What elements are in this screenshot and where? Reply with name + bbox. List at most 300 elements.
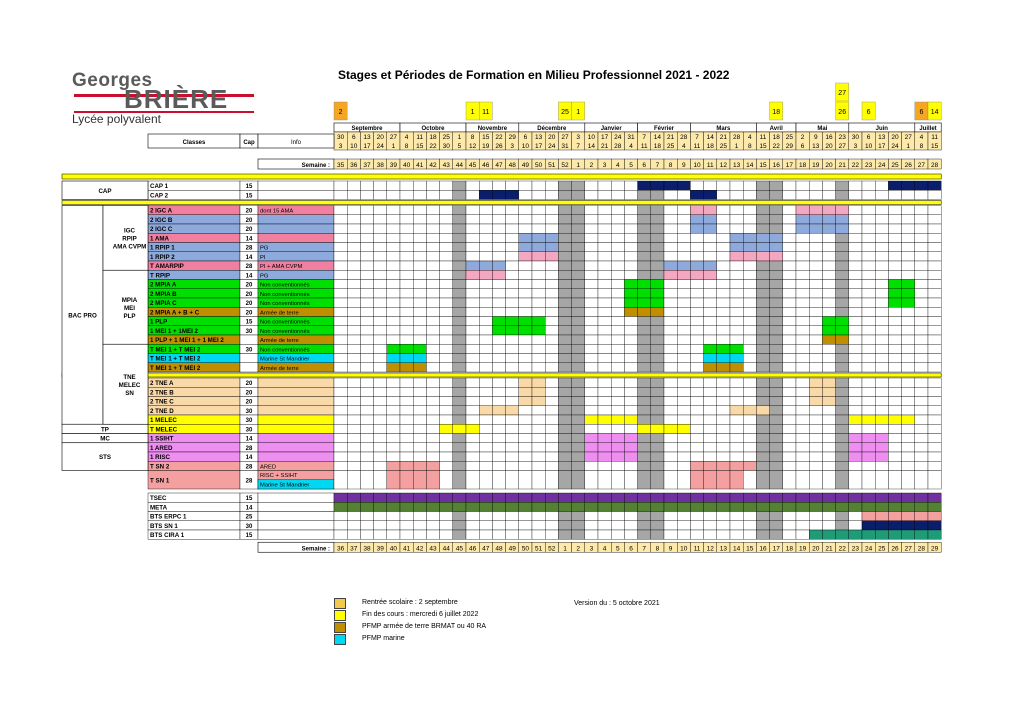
week-cell [532, 298, 545, 307]
week-cell [664, 298, 677, 307]
week-cell [888, 354, 901, 363]
week-cell [849, 270, 862, 279]
week-cell [730, 335, 743, 344]
week-cell [875, 215, 888, 224]
week-cell [479, 252, 492, 261]
week-cell [598, 443, 611, 452]
week-cell [360, 326, 373, 335]
week-cell [532, 452, 545, 461]
week-cell [426, 363, 439, 372]
week-cell [756, 252, 769, 261]
week-cell [334, 424, 347, 433]
week-cell [836, 406, 849, 415]
week-cell [743, 387, 756, 396]
week-cell [783, 335, 796, 344]
week-cell [849, 443, 862, 452]
week-cell [413, 233, 426, 242]
week-cell [558, 181, 571, 190]
week-cell [756, 344, 769, 353]
week-cell [809, 317, 822, 326]
week-cell [717, 415, 730, 424]
week-cell [479, 530, 492, 539]
week-cell [677, 521, 690, 530]
week-cell [532, 471, 545, 490]
week-cell [492, 270, 505, 279]
week-cell [453, 190, 466, 199]
week-cell [413, 387, 426, 396]
week-cell [466, 354, 479, 363]
week-cell [862, 233, 875, 242]
week-cell [862, 387, 875, 396]
week-cell [928, 387, 941, 396]
week-cell [690, 344, 703, 353]
week-cell [796, 224, 809, 233]
week-cell [466, 215, 479, 224]
week-cell [479, 224, 492, 233]
week-cell [572, 243, 585, 252]
week-cell [717, 317, 730, 326]
class-name: 2 TNE B [150, 389, 174, 397]
week-cell [585, 387, 598, 396]
week-cell [572, 363, 585, 372]
week-cell [374, 317, 387, 326]
week-cell [334, 461, 347, 470]
legend-text: PFMP marine [362, 635, 405, 642]
week-cell [492, 415, 505, 424]
week-cell [849, 289, 862, 298]
week-cell [519, 243, 532, 252]
week-cell [717, 298, 730, 307]
week-cell [862, 434, 875, 443]
week-cell [585, 344, 598, 353]
info-text: PG [260, 273, 269, 280]
week-bottom-number: 5 [615, 545, 620, 553]
week-cell [651, 326, 664, 335]
week-cell [928, 493, 941, 502]
week-cell [888, 493, 901, 502]
week-cell [756, 280, 769, 289]
month-label: Novembre [477, 126, 508, 132]
week-cell [704, 233, 717, 242]
week-cell [624, 270, 637, 279]
week-cell [902, 502, 915, 511]
week-cell [413, 354, 426, 363]
week-cell [862, 415, 875, 424]
cap-value: 28 [245, 264, 253, 271]
week-cell [743, 502, 756, 511]
week-cell [743, 406, 756, 415]
week-cell [347, 415, 360, 424]
week-cell [875, 434, 888, 443]
week-number: 15 [759, 162, 767, 169]
week-cell [809, 415, 822, 424]
week-cell [862, 406, 875, 415]
week-cell [915, 233, 928, 242]
week-cell [453, 326, 466, 335]
week-cell [598, 530, 611, 539]
week-cell [479, 452, 492, 461]
week-cell [506, 252, 519, 261]
week-cell [875, 206, 888, 215]
class-name: T AMARPIP [150, 263, 184, 271]
week-cell [558, 530, 571, 539]
week-cell [730, 415, 743, 424]
day-label-top: 28 [680, 134, 688, 141]
week-cell [730, 280, 743, 289]
week-cell [506, 512, 519, 521]
week-cell [704, 280, 717, 289]
week-cell [888, 415, 901, 424]
week-cell [347, 512, 360, 521]
top-mark-label: 6 [919, 109, 924, 116]
week-cell [862, 512, 875, 521]
week-cell [704, 387, 717, 396]
day-label-bottom: 19 [482, 143, 490, 150]
week-cell [717, 387, 730, 396]
week-cell [466, 289, 479, 298]
week-number: 36 [350, 162, 358, 169]
week-bottom-number: 8 [655, 545, 660, 553]
week-cell [598, 502, 611, 511]
week-cell [743, 261, 756, 270]
subgroup-label: MEI [123, 304, 136, 312]
week-cell [756, 406, 769, 415]
week-cell [479, 233, 492, 242]
week-cell [400, 206, 413, 215]
week-cell [796, 397, 809, 406]
week-cell [440, 243, 453, 252]
week-cell [862, 243, 875, 252]
week-cell [453, 452, 466, 461]
week-number: 14 [746, 162, 754, 169]
week-cell [783, 270, 796, 279]
week-cell [730, 521, 743, 530]
week-cell [426, 224, 439, 233]
week-number: 51 [548, 162, 556, 169]
week-cell [664, 461, 677, 470]
week-number: 40 [402, 162, 411, 169]
week-cell [624, 335, 637, 344]
week-cell [902, 443, 915, 452]
week-cell [915, 206, 928, 215]
week-cell [558, 378, 571, 387]
week-cell [400, 181, 413, 190]
week-cell [690, 224, 703, 233]
week-cell [888, 215, 901, 224]
class-name: BTS SN 1 [150, 522, 178, 530]
week-cell [558, 233, 571, 242]
week-cell [479, 378, 492, 387]
week-cell [558, 461, 571, 470]
week-cell [915, 243, 928, 252]
week-cell [585, 521, 598, 530]
cap-value: 28 [245, 478, 253, 485]
week-cell [506, 354, 519, 363]
week-cell [426, 493, 439, 502]
week-cell [611, 224, 624, 233]
week-cell [479, 354, 492, 363]
week-cell [822, 530, 835, 539]
week-number: 41 [416, 162, 424, 169]
week-cell [638, 452, 651, 461]
week-cell [809, 530, 822, 539]
month-label: Avril [769, 126, 783, 132]
week-cell [532, 502, 545, 511]
week-cell [479, 471, 492, 490]
week-cell [413, 424, 426, 433]
week-cell [466, 397, 479, 406]
week-cell [783, 521, 796, 530]
week-cell [413, 252, 426, 261]
cap-value: 14 [245, 455, 253, 462]
week-cell [492, 224, 505, 233]
week-cell [598, 181, 611, 190]
week-cell [585, 233, 598, 242]
week-cell [796, 434, 809, 443]
week-cell [743, 326, 756, 335]
week-cell [387, 406, 400, 415]
info-cell [258, 215, 334, 224]
week-cell [532, 326, 545, 335]
day-label-bottom: 31 [561, 143, 569, 150]
week-cell [492, 181, 505, 190]
week-cell [836, 280, 849, 289]
week-cell [915, 424, 928, 433]
week-cell [730, 181, 743, 190]
week-cell [743, 512, 756, 521]
week-cell [347, 406, 360, 415]
week-cell [664, 289, 677, 298]
week-cell [822, 471, 835, 490]
week-cell [730, 243, 743, 252]
week-cell [796, 326, 809, 335]
week-cell [664, 397, 677, 406]
week-cell [585, 261, 598, 270]
week-cell [387, 298, 400, 307]
day-label-bottom: 4 [681, 143, 686, 150]
week-number: 3 [602, 162, 607, 169]
week-cell [664, 261, 677, 270]
week-cell [479, 289, 492, 298]
week-cell [413, 181, 426, 190]
week-cell [334, 206, 347, 215]
week-cell [915, 502, 928, 511]
week-cell [572, 424, 585, 433]
week-bottom-number: 47 [482, 545, 490, 553]
week-cell [492, 206, 505, 215]
week-cell [558, 415, 571, 424]
week-cell [558, 493, 571, 502]
week-cell [453, 252, 466, 261]
week-cell [532, 224, 545, 233]
week-cell [479, 406, 492, 415]
week-cell [875, 443, 888, 452]
info-text: RISC + SSIHT [260, 473, 298, 479]
week-bottom-number: 37 [350, 545, 358, 553]
week-cell [717, 521, 730, 530]
week-cell [915, 415, 928, 424]
week-cell [611, 502, 624, 511]
week-cell [743, 530, 756, 539]
week-cell [413, 530, 426, 539]
week-cell [413, 443, 426, 452]
info-cell [258, 512, 334, 521]
week-cell [902, 452, 915, 461]
week-cell [638, 224, 651, 233]
week-cell [770, 243, 783, 252]
week-cell [360, 502, 373, 511]
week-cell [426, 335, 439, 344]
logo-line-1: Georges [72, 70, 153, 91]
week-cell [347, 190, 360, 199]
week-cell [374, 261, 387, 270]
week-cell [519, 190, 532, 199]
week-cell [426, 461, 439, 470]
week-cell [347, 354, 360, 363]
week-cell [651, 190, 664, 199]
class-name: 1 SSIHT [150, 435, 174, 443]
day-label-top: 20 [891, 134, 899, 141]
day-label-bottom: 29 [785, 143, 794, 150]
week-cell [426, 378, 439, 387]
week-cell [690, 424, 703, 433]
week-cell [453, 434, 466, 443]
week-cell [928, 406, 941, 415]
week-cell [453, 206, 466, 215]
info-text: Non conventionnés [260, 347, 310, 354]
week-cell [492, 215, 505, 224]
week-cell [862, 471, 875, 490]
week-cell [756, 461, 769, 470]
week-cell [638, 206, 651, 215]
week-cell [651, 335, 664, 344]
week-cell [611, 289, 624, 298]
week-cell [756, 443, 769, 452]
week-cell [849, 181, 862, 190]
week-cell [849, 261, 862, 270]
week-cell [585, 298, 598, 307]
day-label-top: 24 [614, 134, 622, 141]
week-cell [902, 397, 915, 406]
week-cell [796, 521, 809, 530]
week-cell [796, 233, 809, 242]
week-cell [822, 206, 835, 215]
class-name: 2 IGC B [150, 216, 173, 224]
week-cell [836, 378, 849, 387]
week-cell [426, 521, 439, 530]
week-cell [624, 502, 637, 511]
week-cell [400, 289, 413, 298]
week-cell [347, 243, 360, 252]
week-cell [519, 280, 532, 289]
week-cell [545, 335, 558, 344]
week-cell [519, 298, 532, 307]
week-cell [770, 452, 783, 461]
week-cell [849, 521, 862, 530]
week-cell [624, 530, 637, 539]
week-cell [334, 190, 347, 199]
class-name: 2 IGC A [150, 207, 173, 215]
week-cell [849, 452, 862, 461]
week-cell [519, 289, 532, 298]
week-cell [862, 215, 875, 224]
week-cell [836, 190, 849, 199]
week-cell [836, 206, 849, 215]
week-cell [334, 493, 347, 502]
week-cell [783, 424, 796, 433]
week-cell [334, 317, 347, 326]
week-cell [558, 424, 571, 433]
week-cell [413, 434, 426, 443]
week-cell [862, 502, 875, 511]
week-cell [466, 461, 479, 470]
week-cell [862, 307, 875, 316]
week-cell [400, 397, 413, 406]
week-cell [598, 461, 611, 470]
week-cell [704, 471, 717, 490]
week-bottom-number: 39 [376, 545, 384, 553]
week-cell [796, 461, 809, 470]
week-cell [558, 289, 571, 298]
week-bottom-number: 50 [521, 545, 530, 553]
week-cell [756, 243, 769, 252]
week-cell [730, 298, 743, 307]
week-cell [598, 233, 611, 242]
week-cell [849, 363, 862, 372]
week-cell [585, 280, 598, 289]
week-cell [888, 181, 901, 190]
week-cell [558, 452, 571, 461]
subgroup-label: PLP [123, 312, 136, 320]
cap-value: 20 [245, 217, 253, 224]
week-cell [717, 397, 730, 406]
day-label-bottom: 3 [853, 143, 858, 150]
week-cell [387, 307, 400, 316]
week-cell [849, 233, 862, 242]
week-cell [347, 317, 360, 326]
week-cell [413, 307, 426, 316]
week-cell [730, 512, 743, 521]
week-cell [387, 289, 400, 298]
week-cell [915, 289, 928, 298]
week-cell [506, 363, 519, 372]
week-cell [426, 233, 439, 242]
week-cell [690, 530, 703, 539]
week-cell [400, 298, 413, 307]
week-cell [743, 452, 756, 461]
week-cell [387, 280, 400, 289]
week-cell [875, 415, 888, 424]
week-cell [809, 190, 822, 199]
legend-text: Rentrée scolaire : 2 septembre [362, 599, 458, 606]
week-cell [374, 502, 387, 511]
week-cell [664, 252, 677, 261]
week-cell [783, 443, 796, 452]
week-cell [466, 387, 479, 396]
week-cell [558, 406, 571, 415]
week-cell [915, 471, 928, 490]
week-cell [677, 406, 690, 415]
week-cell [598, 298, 611, 307]
week-bottom-number: 27 [904, 545, 912, 553]
week-cell [875, 335, 888, 344]
week-bottom-label: Semaine : [301, 546, 330, 553]
week-cell [928, 424, 941, 433]
week-cell [558, 502, 571, 511]
week-cell [387, 270, 400, 279]
day-label-top: 21 [666, 134, 675, 141]
separator-band [62, 373, 941, 377]
